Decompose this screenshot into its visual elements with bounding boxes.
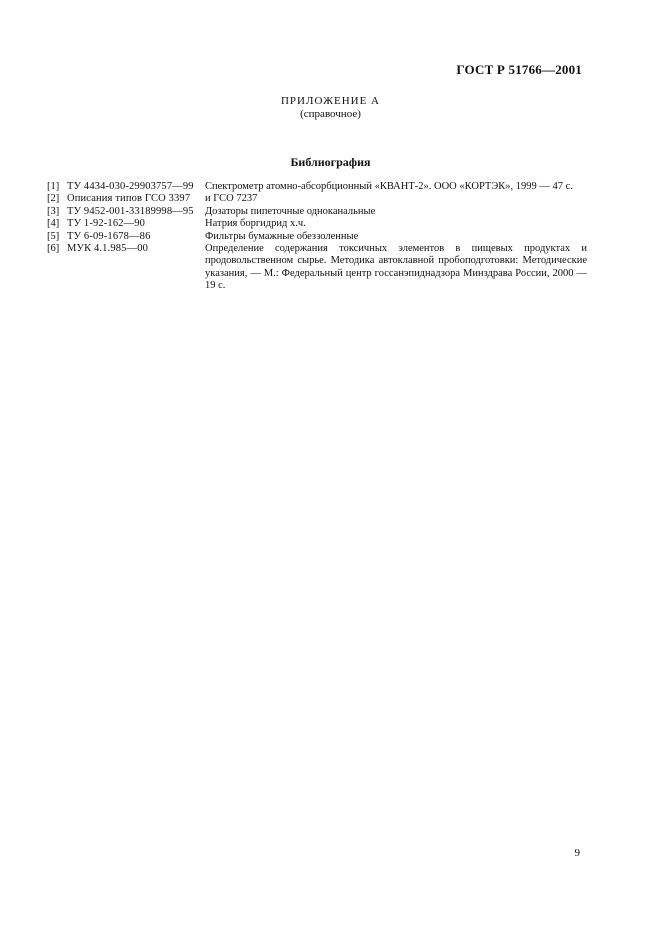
bibliography-item-number: [2] — [47, 193, 60, 205]
bibliography-item-description: Определение содержания токсичных элементов в пищевых продуктах и продовольственном сырье. Методика автоклавной пробоподготовки: Методические указания, — М.: Федеральный центр госсанэпиднадзора Минздрава России, 2000 — 19 с. — [205, 243, 587, 292]
document-code: ГОСТ Р 51766—2001 — [456, 62, 582, 77]
bibliography-item — [47, 193, 587, 205]
annex-title: ПРИЛОЖЕНИЕ А — [280, 95, 380, 107]
bibliography-item — [47, 206, 587, 218]
bibliography-item-number: [1] — [47, 181, 60, 192]
bibliography-item-reference: ТУ 4434-030-29903757—99 — [67, 181, 194, 192]
bibliography-item-description: Дозаторы пипеточные одноканальные — [205, 205, 376, 217]
bibliography-item-description: Спектрометр атомно-абсорбционный «КВАНТ-2». ООО «КОРТЭК», 1999 — 47 с. — [205, 181, 573, 192]
bibliography-list — [47, 181, 587, 293]
bibliography-item-description: Натрия боргидрид х.ч. — [205, 218, 306, 230]
bibliography-item — [47, 243, 587, 293]
page-number: 9 — [574, 847, 580, 859]
bibliography-item-reference: ТУ 6-09-1678—86 — [67, 230, 151, 242]
annex-heading — [0, 95, 661, 121]
bibliography-item — [47, 218, 587, 230]
bibliography-item-reference: МУК 4.1.985—00 — [67, 243, 148, 255]
bibliography-item — [47, 181, 587, 193]
bibliography-item-reference: ТУ 9452-001-33189998—95 — [67, 205, 194, 217]
bibliography-item-number: [5] — [47, 230, 60, 242]
bibliography-item — [47, 231, 587, 243]
annex-subtitle: (справочное) — [300, 108, 361, 120]
bibliography-item-description: и ГСО 7237 — [205, 193, 258, 205]
bibliography-item-number: [6] — [47, 243, 60, 255]
bibliography-title: Библиография — [290, 155, 371, 169]
bibliography-item-number: [4] — [47, 218, 60, 230]
bibliography-item-reference: Описания типов ГСО 3397 — [67, 193, 191, 205]
bibliography-item-reference: ТУ 1-92-162—90 — [67, 218, 146, 230]
bibliography-item-number: [3] — [47, 205, 60, 217]
bibliography-item-description: Фильтры бумажные обеззоленные — [205, 230, 359, 242]
